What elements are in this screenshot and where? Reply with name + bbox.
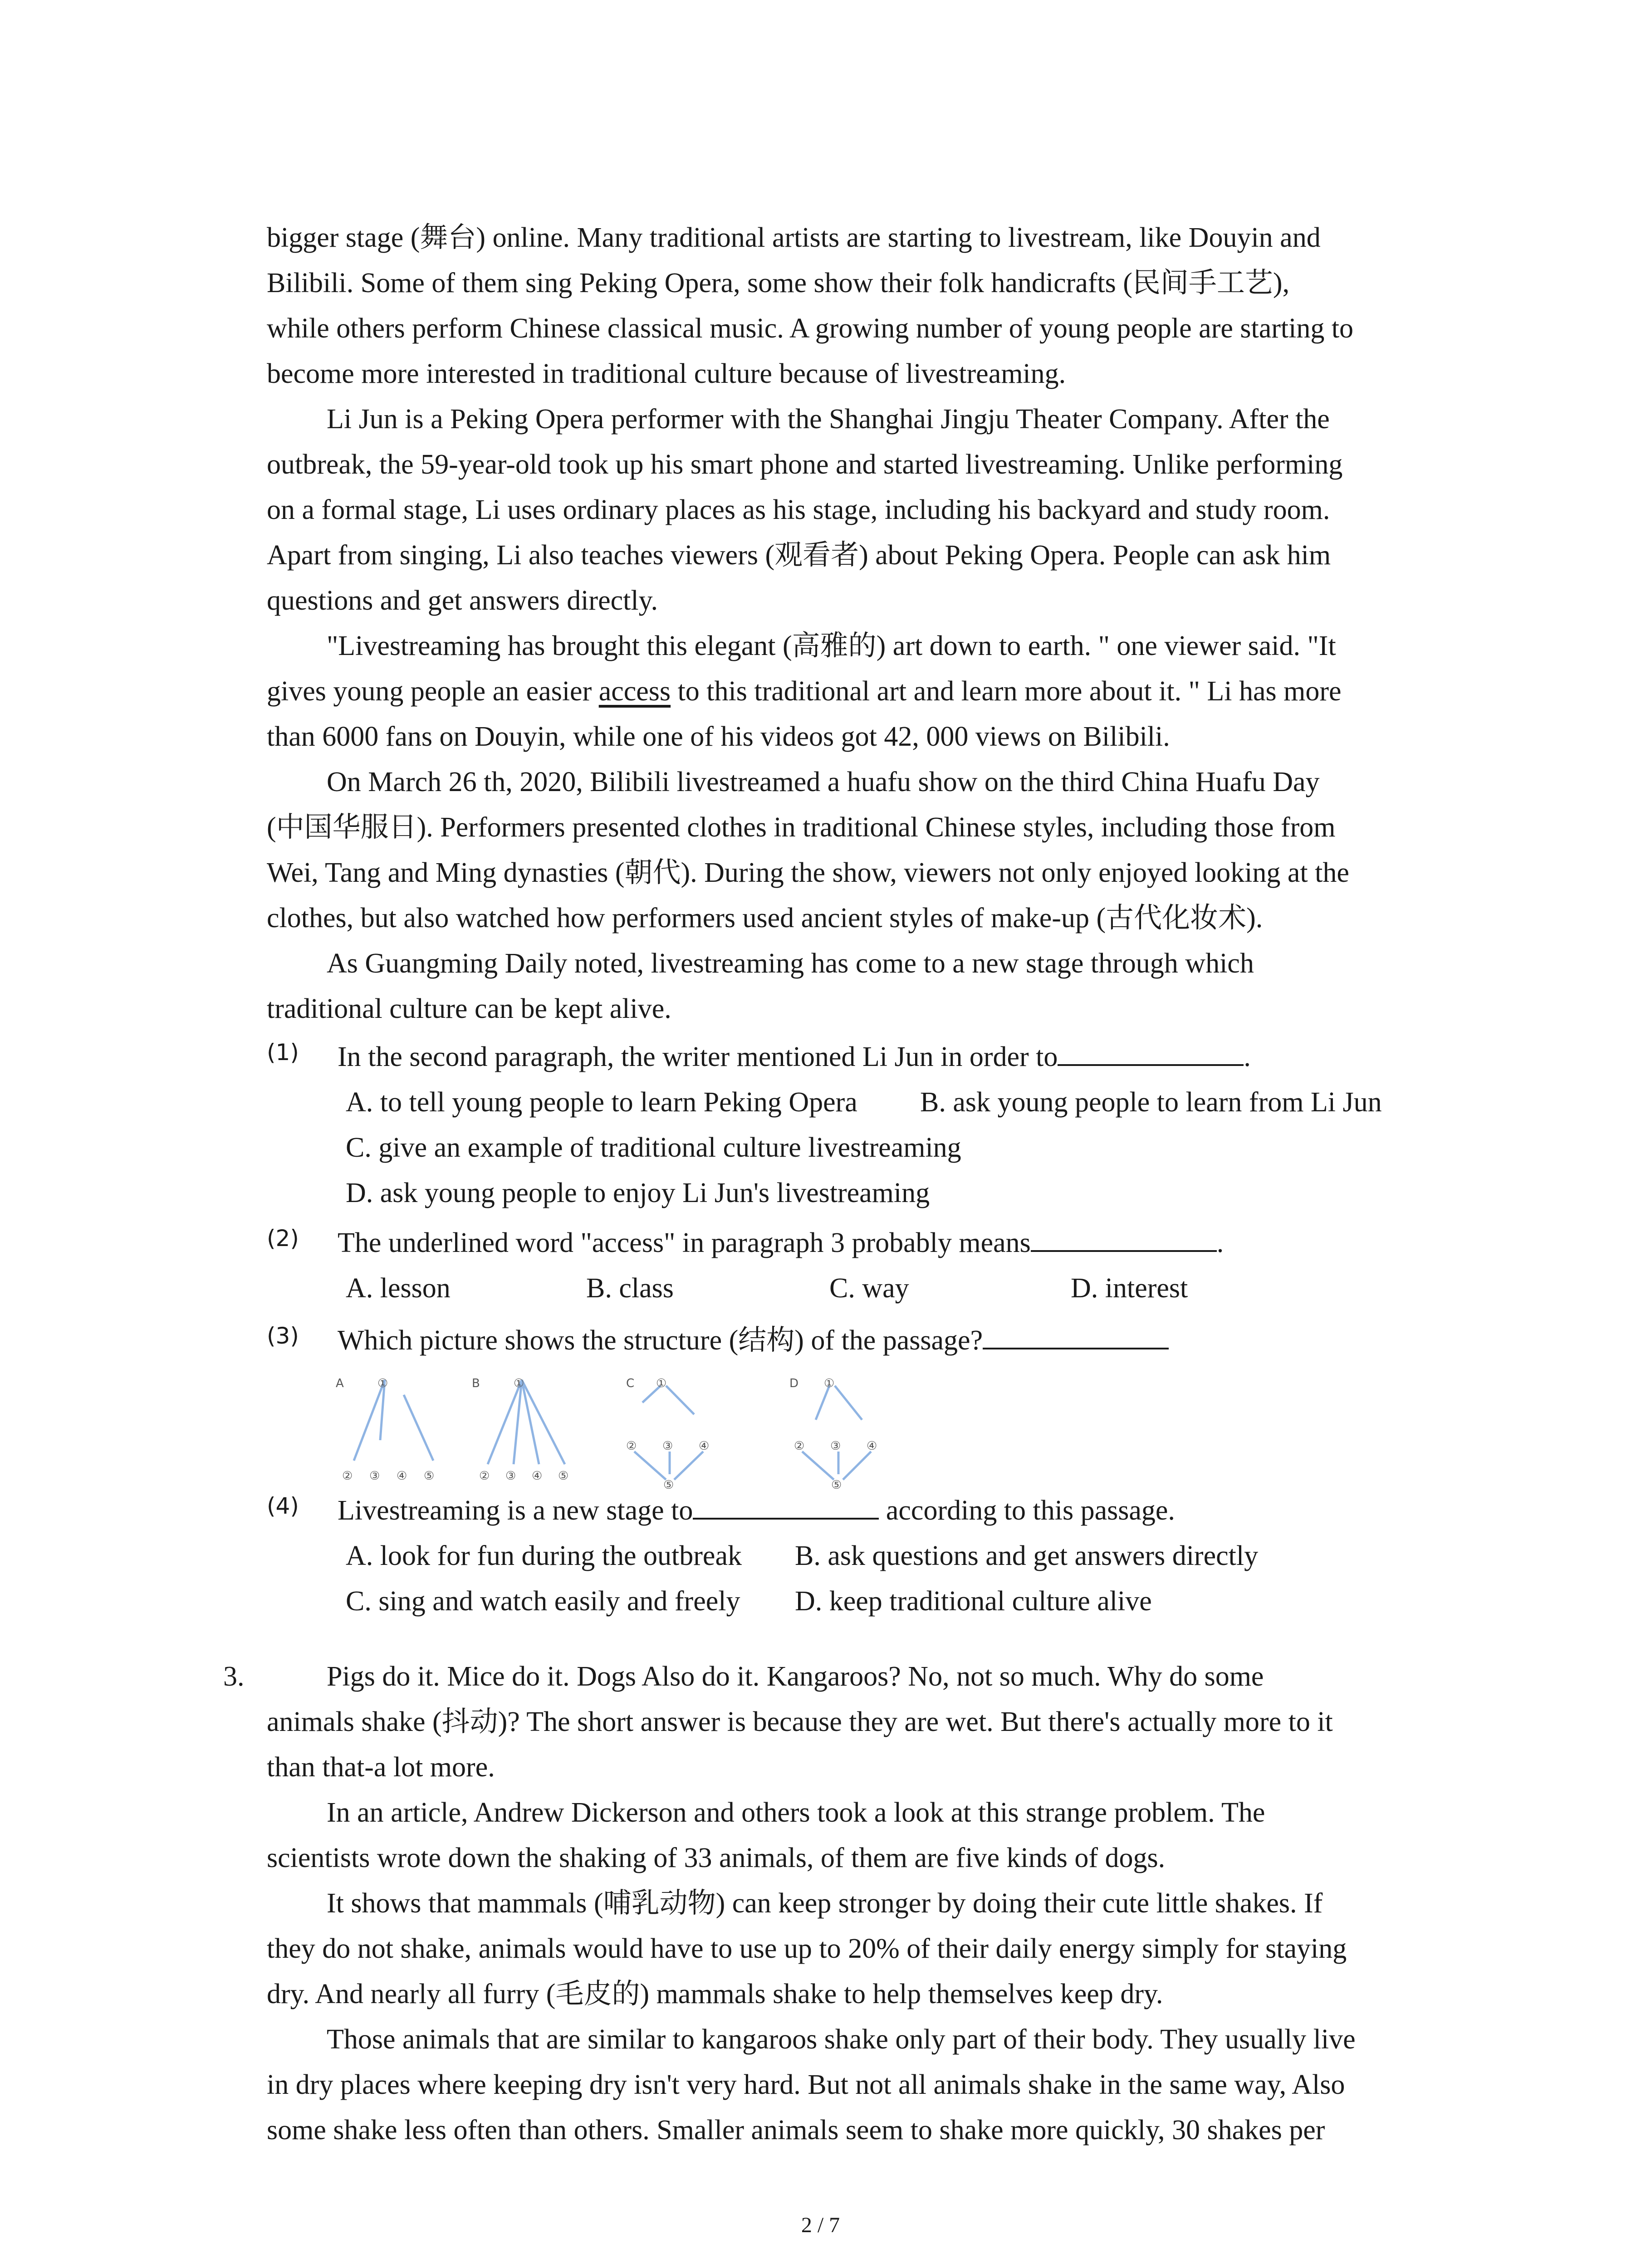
question-3-stem-text: Which picture shows the structure (结构) of the passage? xyxy=(338,1325,983,1356)
question-3-number: (3) xyxy=(267,1323,299,1349)
diagram-a-node-5: ⑤ xyxy=(424,1469,435,1483)
passage2-p4-line2: (中国华服日). Performers presented clothes in traditional Chinese styles, including those from xyxy=(267,812,1336,843)
passage2-p2-line4: Apart from singing, Li also teaches viewers (观看者) about Peking Opera. People can ask him xyxy=(267,540,1331,571)
passage2-p1-line3: while others perform Chinese classical music. A growing number of young people are starting to xyxy=(267,313,1354,344)
question-1-stem-text: In the second paragraph, the writer mentioned Li Jun in order to xyxy=(338,1041,1058,1072)
passage3-p3-line3: dry. And nearly all furry (毛皮的) mammals shake to help themselves keep dry. xyxy=(267,1979,1163,2009)
question-2-stem-text: The underlined word "access" in paragraph 3 probably means xyxy=(338,1227,1031,1258)
answer-blank-1[interactable] xyxy=(1058,1036,1244,1066)
diagram-a-node-3: ③ xyxy=(369,1469,380,1483)
question-2-option-a[interactable]: A. lesson xyxy=(346,1273,451,1304)
question-2-number: (2) xyxy=(267,1225,299,1251)
question-4-option-d[interactable]: D. keep traditional culture alive xyxy=(795,1586,1152,1617)
passage2-p2-line3: on a formal stage, Li uses ordinary places as his stage, including his backyard and study room. xyxy=(267,494,1330,525)
diagram-b-node-4: ④ xyxy=(532,1469,543,1483)
passage3-p2-line1: In an article, Andrew Dickerson and others took a look at this strange problem. The xyxy=(327,1797,1265,1828)
passage2-p2-line1: Li Jun is a Peking Opera performer with the Shanghai Jingju Theater Company. After the xyxy=(327,404,1330,435)
question-1-option-d[interactable]: D. ask young people to enjoy Li Jun's livestreaming xyxy=(346,1178,930,1208)
diagram-d-node-1: ① xyxy=(824,1377,835,1390)
question-1-stem xyxy=(338,1034,1251,1080)
passage3-p4-line1: Those animals that are similar to kangaroos shake only part of their body. They usually live xyxy=(327,2024,1356,2055)
diagram-label-b: B xyxy=(472,1377,480,1390)
passage3-p4-line2: in dry places where keeping dry isn't very hard. But not all animals shake in the same way, Also xyxy=(267,2069,1345,2100)
diagram-label-d: D xyxy=(789,1377,799,1390)
diagram-d-node-2: ② xyxy=(794,1439,805,1453)
diagram-b-node-3: ③ xyxy=(505,1469,516,1483)
passage2-p3-line2-b: to this traditional art and learn more about it. " Li has more xyxy=(671,676,1342,707)
diagram-b-node-1: ① xyxy=(514,1377,524,1390)
question-2-option-d[interactable]: D. interest xyxy=(1071,1273,1188,1304)
diagram-c-node-5: ⑤ xyxy=(663,1478,674,1492)
question-1-end: . xyxy=(1244,1041,1251,1072)
passage3-p2-line2: scientists wrote down the shaking of 33 animals, of them are five kinds of dogs. xyxy=(267,1843,1166,1873)
question-2-end: . xyxy=(1216,1227,1224,1258)
question-1-option-a[interactable]: A. to tell young people to learn Peking Opera xyxy=(346,1087,857,1118)
passage2-p1-line1: bigger stage (舞台) online. Many traditional artists are starting to livestream, like Douyin and xyxy=(267,222,1321,253)
question-4-stem xyxy=(338,1488,1175,1533)
question-2-option-b[interactable]: B. class xyxy=(586,1273,674,1304)
passage3-p1-line1: Pigs do it. Mice do it. Dogs Also do it. Kangaroos? No, not so much. Why do some xyxy=(327,1661,1264,1692)
diagram-a-node-1: ① xyxy=(377,1377,388,1390)
passage3-p4-line3: some shake less often than others. Smaller animals seem to shake more quickly, 30 shakes per xyxy=(267,2115,1325,2146)
passage2-p4-line3: Wei, Tang and Ming dynasties (朝代). During the show, viewers not only enjoyed looking at the xyxy=(267,857,1349,888)
diagram-c-node-3: ③ xyxy=(662,1439,673,1453)
diagram-c-node-1: ① xyxy=(656,1377,667,1390)
passage2-p3-line1: "Livestreaming has brought this elegant (高雅的) art down to earth. " one viewer said. "It xyxy=(327,631,1336,661)
diagram-b-node-5: ⑤ xyxy=(558,1469,569,1483)
structure-diagrams xyxy=(336,1361,898,1492)
answer-blank-3[interactable] xyxy=(983,1320,1169,1349)
passage3-p3-line1: It shows that mammals (哺乳动物) can keep stronger by doing their cute little shakes. If xyxy=(327,1888,1323,1919)
question-1-number: (1) xyxy=(267,1039,299,1066)
passage2-p5-line1: As Guangming Daily noted, livestreaming has come to a new stage through which xyxy=(327,948,1254,979)
page-number: 2 / 7 xyxy=(801,2213,840,2237)
underlined-word-access: access xyxy=(598,676,671,707)
passage3-p1-line2: animals shake (抖动)? The short answer is because they are wet. But there's actually more to it xyxy=(267,1706,1333,1737)
passage2-p3-line2-a: gives young people an easier xyxy=(267,676,599,707)
diagram-d-node-3: ③ xyxy=(830,1439,841,1453)
diagram-a-node-2: ② xyxy=(342,1469,353,1483)
passage2-p4-line1: On March 26 th, 2020, Bilibili livestreamed a huafu show on the third China Huafu Day xyxy=(327,767,1320,797)
passage2-p4-line4: clothes, but also watched how performers used ancient styles of make-up (古代化妆术). xyxy=(267,903,1263,934)
diagram-d-node-5: ⑤ xyxy=(831,1478,842,1492)
question-2-option-c[interactable]: C. way xyxy=(829,1273,909,1304)
question-4-stem-text: Livestreaming is a new stage to xyxy=(338,1495,693,1526)
question-4-option-a[interactable]: A. look for fun during the outbreak xyxy=(346,1540,742,1571)
question-4-number: (4) xyxy=(267,1493,299,1519)
diagram-label-a: A xyxy=(336,1377,344,1390)
question-1-option-c[interactable]: C. give an example of traditional culture livestreaming xyxy=(346,1132,961,1163)
question-2-stem xyxy=(338,1220,1224,1266)
answer-blank-4[interactable] xyxy=(693,1490,879,1520)
passage2-p2-line2: outbreak, the 59-year-old took up his smart phone and started livestreaming. Unlike performing xyxy=(267,449,1343,480)
passage2-p1-line4: become more interested in traditional culture because of livestreaming. xyxy=(267,358,1066,389)
question-3-stem xyxy=(338,1318,1169,1363)
passage2-p3-line2 xyxy=(267,669,1342,714)
passage3-p1-line3: than that-a lot more. xyxy=(267,1752,495,1783)
diagram-d-node-4: ④ xyxy=(867,1439,877,1453)
passage2-p5-line2: traditional culture can be kept alive. xyxy=(267,993,671,1024)
passage3-number: 3. xyxy=(223,1661,245,1692)
passage2-p2-line5: questions and get answers directly. xyxy=(267,585,658,616)
diagram-label-c: C xyxy=(626,1377,635,1390)
question-4-option-b[interactable]: B. ask questions and get answers directly xyxy=(795,1540,1259,1571)
diagram-b-node-2: ② xyxy=(479,1469,490,1483)
question-4-end: according to this passage. xyxy=(879,1495,1175,1526)
answer-blank-2[interactable] xyxy=(1031,1222,1217,1252)
question-4-option-c[interactable]: C. sing and watch easily and freely xyxy=(346,1586,740,1617)
passage2-p1-line2: Bilibili. Some of them sing Peking Opera, some show their folk handicrafts (民间手工艺), xyxy=(267,268,1290,298)
diagram-c-node-2: ② xyxy=(626,1439,637,1453)
diagram-a-node-4: ④ xyxy=(397,1469,407,1483)
question-1-option-b[interactable]: B. ask young people to learn from Li Jun xyxy=(920,1087,1382,1118)
diagram-c-node-4: ④ xyxy=(699,1439,710,1453)
passage3-p3-line2: they do not shake, animals would have to use up to 20% of their daily energy simply for staying xyxy=(267,1933,1347,1964)
passage2-p3-line3: than 6000 fans on Douyin, while one of his videos got 42, 000 views on Bilibili. xyxy=(267,721,1170,752)
